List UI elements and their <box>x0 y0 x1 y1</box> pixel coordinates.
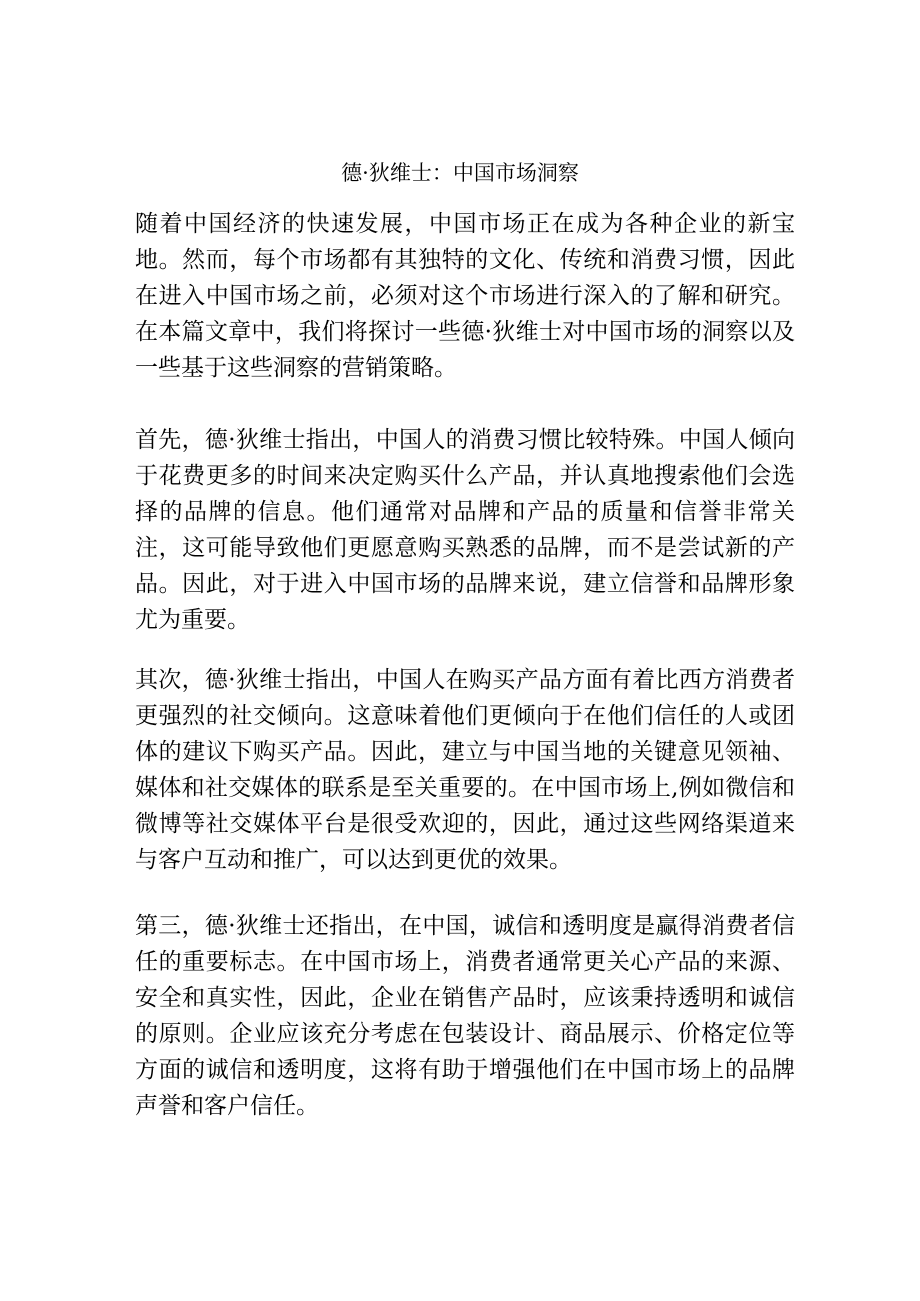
paragraph-integrity-transparency: 第三，德·狄维士还指出，在中国，诚信和透明度是赢得消费者信任的重要标志。在中国市场上，消费者通常更关心产品的来源、安全和真实性，因此，企业在销售产品时，应该秉持透明和诚信的原则。企业应该充分考虑在包装设计、商品展示、价格定位等方面的诚信和透明度，这将有助于增强他们在中国市场上的品牌声誉和客户信任。 <box>135 913 795 1119</box>
paragraph-intro: 随着中国经济的快速发展，中国市场正在成为各种企业的新宝地。然而，每个市场都有其独特的文化、传统和消费习惯，因此在进入中国市场之前，必须对这个市场进行深入的了解和研究。在本篇文章中，我们将探讨一些德·狄维士对中国市场的洞察以及一些基于这些洞察的营销策略。 <box>135 211 795 381</box>
paragraph-social-tendency: 其次，德·狄维士指出，中国人在购买产品方面有着比西方消费者更强烈的社交倾向。这意味着他们更倾向于在他们信任的人或团体的建议下购买产品。因此，建立与中国当地的关键意见领袖、媒体和社交媒体的联系是至关重要的。在中国市场上,例如微信和微博等社交媒体平台是很受欢迎的，因此，通过这些网络渠道来与客户互动和推广，可以达到更优的效果。 <box>135 667 795 873</box>
document-title: 德·狄维士：中国市场洞察 <box>341 161 579 185</box>
paragraph-consumption-habits: 首先，德·狄维士指出，中国人的消费习惯比较特殊。中国人倾向于花费更多的时间来决定购买什么产品，并认真地搜索他们会选择的品牌的信息。他们通常对品牌和产品的质量和信誉非常关注，这可能导致他们更愿意购买熟悉的品牌，而不是尝试新的产品。因此，对于进入中国市场的品牌来说，建立信誉和品牌形象尤为重要。 <box>135 427 795 633</box>
